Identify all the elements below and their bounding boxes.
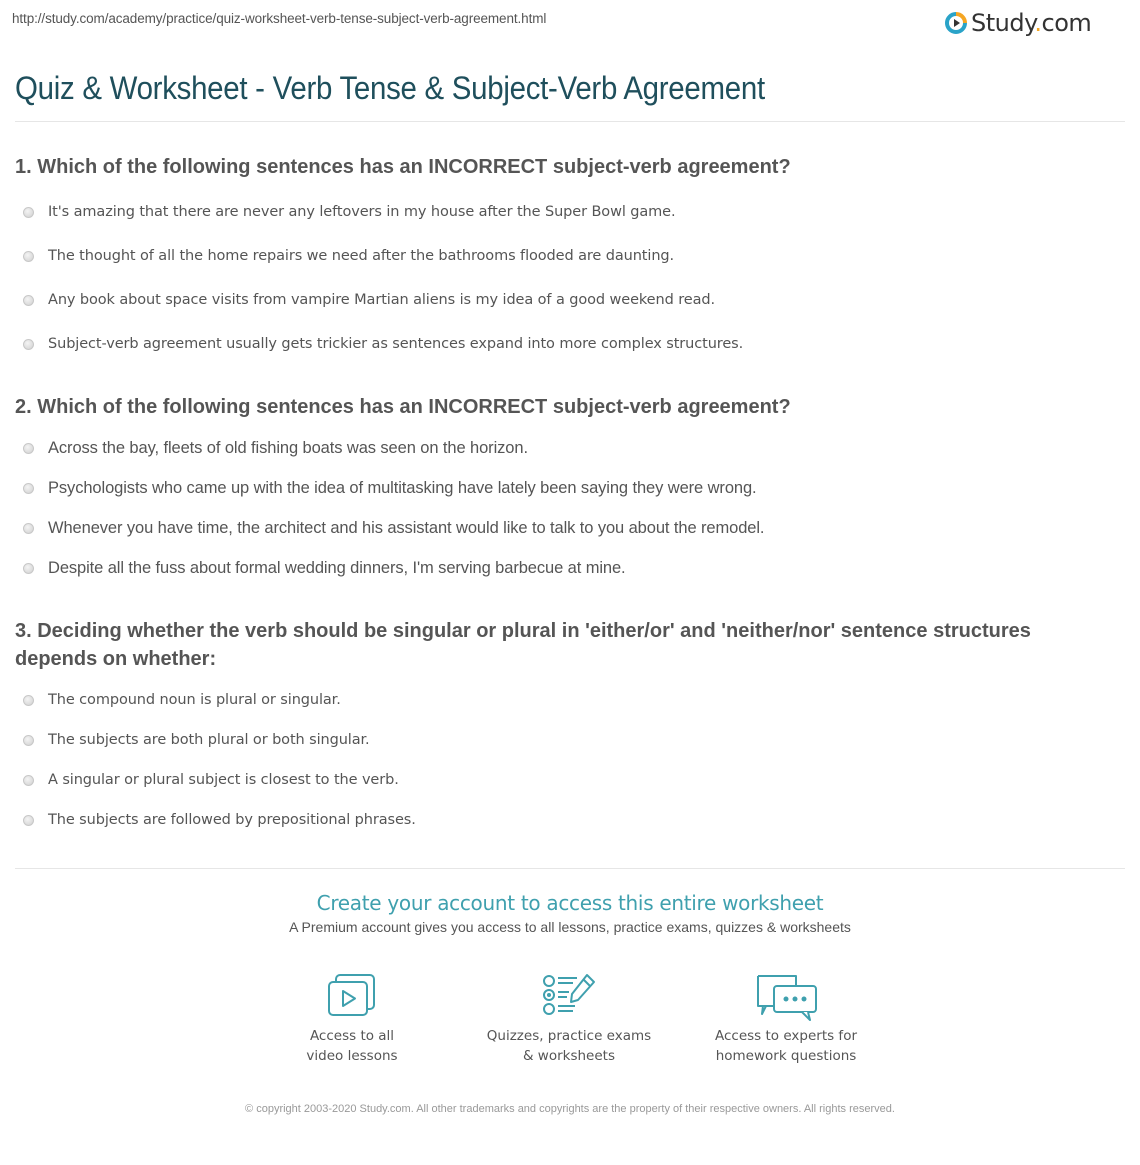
answer-option[interactable] [23, 760, 1090, 800]
signup-cta [0, 891, 1140, 935]
radio-button[interactable] [23, 775, 34, 786]
radio-button[interactable] [23, 695, 34, 706]
option-label: Across the bay, fleets of old fishing boats was seen on the horizon. [48, 438, 528, 457]
logo-wordmark: Study.com [971, 9, 1092, 37]
option-label: Any book about space visits from vampire Martian aliens is my idea of a good weekend read. [48, 292, 715, 308]
answer-options [15, 680, 1090, 840]
question-3 [15, 617, 1090, 840]
option-label: The subjects are followed by prepositional phrases. [48, 812, 416, 828]
answer-option[interactable] [23, 234, 1100, 278]
option-label: It's amazing that there are never any leftovers in my house after the Super Bowl game. [48, 204, 676, 220]
answer-option[interactable] [23, 508, 1100, 548]
create-account-link[interactable]: Create your account to access this entire worksheet [316, 891, 824, 915]
quiz-checklist-icon [541, 972, 597, 1018]
radio-button[interactable] [23, 339, 34, 350]
option-label: Psychologists who came up with the idea of multitasking have lately been saying they were wrong. [48, 478, 757, 497]
video-lessons-icon [326, 972, 378, 1018]
option-label: Whenever you have time, the architect and his assistant would like to talk to you about the remodel. [48, 518, 765, 537]
answer-option[interactable] [23, 468, 1100, 508]
answer-option[interactable] [23, 720, 1090, 760]
radio-button[interactable] [23, 483, 34, 494]
feature-label: Access to all video lessons [306, 1028, 398, 1064]
option-label: A singular or plural subject is closest to the verb. [48, 772, 399, 788]
radio-button[interactable] [23, 295, 34, 306]
feature-label: Access to experts for homework questions [714, 1028, 857, 1064]
option-label: Despite all the fuss about formal wedding dinners, I'm serving barbecue at mine. [48, 558, 626, 577]
question-text: 3. Deciding whether the verb should be singular or plural in 'either/or' and 'neither/nor' sentence structures depends on whether: [15, 620, 1031, 670]
answer-option[interactable] [23, 680, 1090, 720]
radio-button[interactable] [23, 443, 34, 454]
answer-option[interactable] [23, 322, 1100, 366]
title-divider [15, 121, 1125, 122]
feature-video-lessons [252, 972, 452, 1066]
option-label: The compound noun is plural or singular. [48, 692, 341, 708]
radio-button[interactable] [23, 251, 34, 262]
play-circle-icon [945, 12, 967, 34]
option-label: The thought of all the home repairs we need after the bathrooms flooded are daunting. [48, 248, 675, 264]
question-text: 2. Which of the following sentences has an INCORRECT subject-verb agreement? [15, 396, 791, 418]
page-url: http://study.com/academy/practice/quiz-worksheet-verb-tense-subject-verb-agreement.html [12, 11, 547, 26]
option-label: The subjects are both plural or both singular. [48, 732, 370, 748]
cta-subtitle: A Premium account gives you access to all lessons, practice exams, quizzes & worksheets [289, 919, 851, 935]
answer-options [15, 428, 1100, 588]
section-divider [15, 868, 1125, 869]
question-text: 1. Which of the following sentences has an INCORRECT subject-verb agreement? [15, 156, 791, 178]
answer-option[interactable] [23, 190, 1100, 234]
answer-option[interactable] [23, 800, 1090, 840]
feature-label: Quizzes, practice exams & worksheets [486, 1028, 652, 1064]
copyright-footer: © copyright 2003-2020 Study.com. All other trademarks and copyrights are the property of their respective owners. All rights reserved. [245, 1103, 895, 1115]
question-2 [15, 393, 1100, 588]
answer-option[interactable] [23, 278, 1100, 322]
radio-button[interactable] [23, 523, 34, 534]
answer-option[interactable] [23, 428, 1100, 468]
question-1 [15, 153, 1100, 366]
radio-button[interactable] [23, 563, 34, 574]
chat-bubbles-icon [754, 972, 818, 1022]
feature-quizzes [469, 972, 669, 1066]
radio-button[interactable] [23, 207, 34, 218]
option-label: Subject-verb agreement usually gets trickier as sentences expand into more complex structures. [48, 336, 744, 352]
answer-options [15, 190, 1100, 366]
feature-experts [686, 972, 886, 1066]
answer-option[interactable] [23, 548, 1100, 588]
radio-button[interactable] [23, 815, 34, 826]
radio-button[interactable] [23, 735, 34, 746]
study-logo[interactable] [945, 9, 1091, 37]
page-title: Quiz & Worksheet - Verb Tense & Subject-Verb Agreement [15, 70, 765, 106]
